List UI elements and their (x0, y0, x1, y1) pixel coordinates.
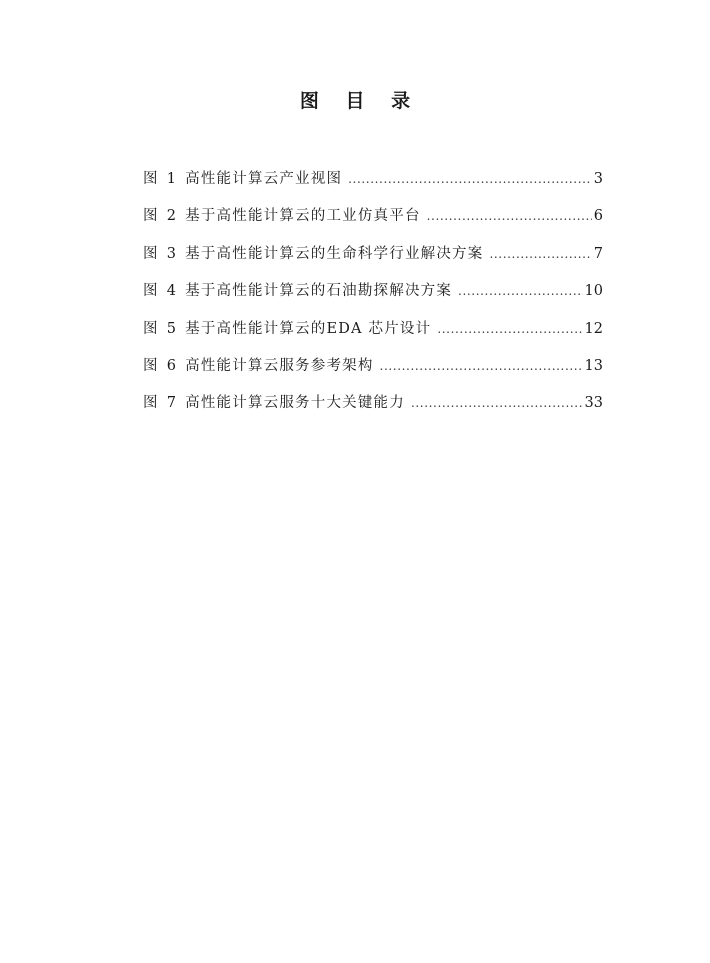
figure-number: 4 (166, 283, 178, 300)
toc-entry-label (143, 204, 421, 225)
toc-entry-label (143, 242, 483, 263)
page-number: 10 (584, 283, 603, 300)
figure-caption: 高性能计算云产业视图 (185, 171, 343, 187)
figure-word: 图 (143, 357, 159, 374)
toc-entry-3[interactable] (143, 242, 603, 279)
toc-entry-6[interactable] (143, 354, 603, 391)
figure-caption: 基于高性能计算云的EDA 芯片设计 (185, 320, 432, 337)
figure-number: 7 (166, 395, 178, 412)
figure-word: 图 (143, 171, 159, 187)
figure-caption: 基于高性能计算云的工业仿真平台 (185, 208, 421, 225)
figure-number: 3 (166, 245, 178, 262)
toc-entry-7[interactable] (143, 391, 603, 428)
toc-entry-label (143, 167, 342, 188)
figure-word: 图 (143, 395, 159, 412)
dot-leader (380, 359, 583, 373)
figure-caption: 基于高性能计算云的石油勘探解决方案 (185, 283, 453, 300)
figure-caption: 基于高性能计算云的生命科学行业解决方案 (185, 245, 484, 262)
page-title: 图 目 录 (299, 90, 421, 112)
figure-list (143, 167, 603, 429)
figure-number: 1 (166, 171, 178, 187)
figure-word: 图 (143, 208, 159, 225)
toc-entry-1[interactable] (143, 167, 603, 204)
page-number: 13 (584, 357, 603, 374)
dot-leader (458, 284, 583, 298)
toc-entry-4[interactable] (143, 279, 603, 316)
page-number: 7 (593, 245, 603, 262)
toc-entry-2[interactable] (143, 204, 603, 241)
toc-entry-label (143, 391, 405, 412)
page-number: 3 (593, 171, 603, 187)
figure-number: 6 (166, 357, 178, 374)
toc-entry-label (143, 279, 452, 300)
figure-word: 图 (143, 320, 159, 337)
toc-entry-5[interactable] (143, 317, 603, 354)
page-number: 6 (593, 208, 603, 225)
figure-word: 图 (143, 283, 159, 300)
dot-leader (411, 396, 583, 410)
figure-number: 2 (166, 208, 178, 225)
page-number: 12 (584, 320, 603, 337)
figure-caption: 高性能计算云服务参考架构 (185, 357, 374, 374)
figure-number: 5 (166, 320, 178, 337)
page-number: 33 (584, 395, 603, 412)
dot-leader (348, 172, 592, 186)
toc-entry-label (143, 317, 431, 338)
figure-word: 图 (143, 245, 159, 262)
toc-entry-label (143, 354, 374, 375)
figure-caption: 高性能计算云服务十大关键能力 (185, 395, 405, 412)
dot-leader (427, 209, 592, 223)
dot-leader (437, 322, 582, 336)
dot-leader (489, 247, 591, 261)
